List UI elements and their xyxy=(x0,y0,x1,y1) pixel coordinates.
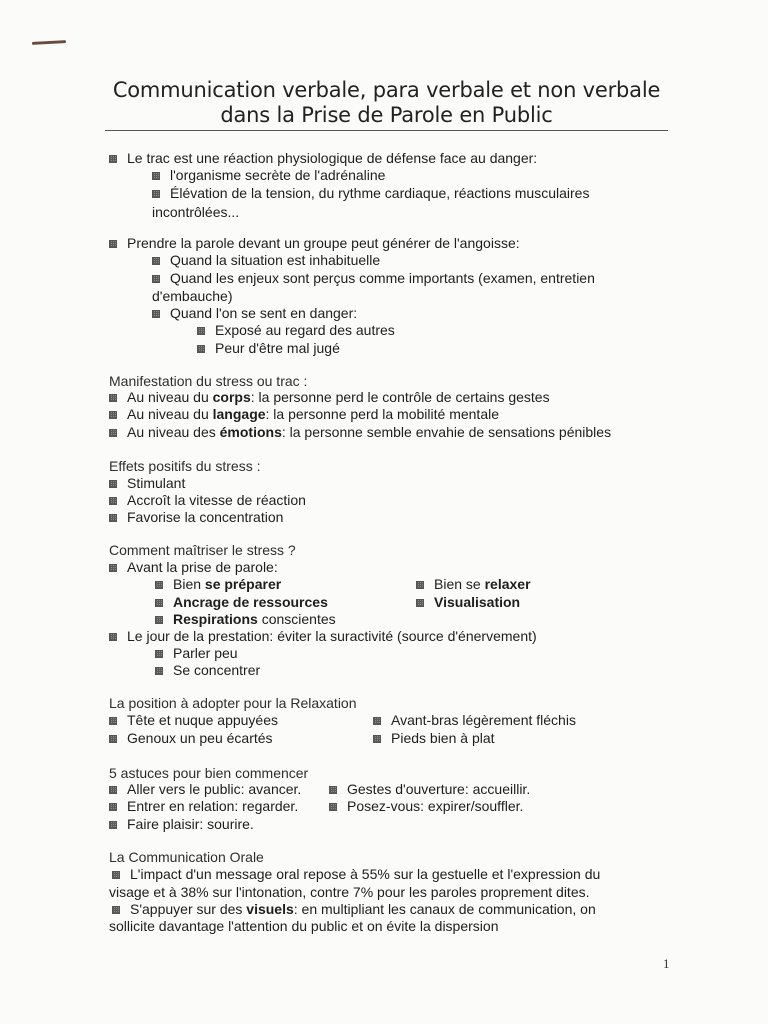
bullet-icon xyxy=(109,786,117,794)
astuce-item: Faire plaisir: sourire. xyxy=(109,816,254,833)
bullet-icon xyxy=(152,275,160,283)
avant-right-item: Visualisation xyxy=(416,594,520,611)
avant-left-item: Bien se préparer xyxy=(155,576,281,593)
angoisse-sub-item: Exposé au regard des autres xyxy=(197,322,395,339)
relaxation-item: Tête et nuque appuyées xyxy=(109,712,278,729)
bullet-icon xyxy=(152,190,160,198)
avant-right-item: Bien se relaxer xyxy=(416,576,531,593)
bullet-icon xyxy=(155,616,163,624)
communication-paragraph-2: S'appuyer sur des visuels: en multipliant les canaux de communication, on xyxy=(112,901,596,918)
angoisse-item: Quand les enjeux sont perçus comme importants (examen, entretien xyxy=(152,270,595,287)
communication-paragraph-1: L'impact d'un message oral repose à 55% sur la gestuelle et l'expression du xyxy=(112,866,600,883)
bullet-icon xyxy=(155,650,163,658)
bullet-icon xyxy=(416,581,424,589)
bullet-icon xyxy=(152,257,160,265)
jour-item: Se concentrer xyxy=(155,662,260,679)
manifestation-item: Au niveau du langage: la personne perd la mobilité mentale xyxy=(109,406,499,423)
bullet-icon xyxy=(197,345,205,353)
avant-prise-parole: Avant la prise de parole: xyxy=(109,559,278,576)
effets-heading: Effets positifs du stress : xyxy=(109,458,261,474)
bullet-icon xyxy=(416,599,424,607)
effets-item: Stimulant xyxy=(109,475,185,492)
astuce-item: Posez-vous: expirer/souffler. xyxy=(329,798,523,815)
communication-paragraph-2-continued: sollicite davantage l'attention du public et on évite la dispersion xyxy=(109,918,499,934)
maitriser-heading: Comment maîtriser le stress ? xyxy=(109,542,296,558)
bullet-icon xyxy=(197,327,205,335)
bullet-icon xyxy=(109,497,117,505)
bullet-icon xyxy=(109,155,117,163)
bullet-icon xyxy=(373,717,381,725)
bullet-icon xyxy=(112,871,120,879)
relaxation-item: Pieds bien à plat xyxy=(373,730,495,747)
communication-paragraph-1-continued: visage et à 38% sur l'intonation, contre 7% pour les paroles proprement dites. xyxy=(109,884,590,900)
angoisse-item: Quand l'on se sent en danger: xyxy=(152,305,357,322)
astuces-heading: 5 astuces pour bien commencer xyxy=(109,765,309,781)
angoisse-item-continued: d'embauche) xyxy=(152,288,233,304)
trac-item: Élévation de la tension, du rythme cardiaque, réactions musculaires xyxy=(152,185,589,202)
bullet-icon xyxy=(109,394,117,402)
bullet-icon xyxy=(109,564,117,572)
scan-mark xyxy=(32,40,66,45)
bullet-icon xyxy=(109,480,117,488)
bullet-icon xyxy=(373,735,381,743)
title-underline xyxy=(105,130,668,131)
bullet-icon xyxy=(109,717,117,725)
jour-item: Parler peu xyxy=(155,645,238,662)
bullet-icon xyxy=(112,906,120,914)
bullet-icon xyxy=(109,411,117,419)
astuce-item: Aller vers le public: avancer. xyxy=(109,781,301,798)
jour-prestation: Le jour de la prestation: éviter la suractivité (source d'énervement) xyxy=(109,628,537,645)
bullet-icon xyxy=(109,240,117,248)
astuce-item: Gestes d'ouverture: accueillir. xyxy=(329,781,530,798)
angoisse-item: Quand la situation est inhabituelle xyxy=(152,252,380,269)
trac-item: l'organisme secrète de l'adrénaline xyxy=(152,167,385,184)
title-line-2: dans la Prise de Parole en Public xyxy=(220,103,553,127)
page-title xyxy=(105,78,668,128)
astuce-item: Entrer en relation: regarder. xyxy=(109,798,298,815)
angoisse-intro: Prendre la parole devant un groupe peut générer de l'angoisse: xyxy=(109,235,520,252)
effets-item: Accroît la vitesse de réaction xyxy=(109,492,306,509)
trac-item-continued: incontrôlées... xyxy=(152,204,240,220)
bullet-icon xyxy=(109,803,117,811)
bullet-icon xyxy=(155,667,163,675)
bullet-icon xyxy=(109,821,117,829)
manifestation-item: Au niveau du corps: la personne perd le contrôle de certains gestes xyxy=(109,389,550,406)
avant-left-item: Ancrage de ressources xyxy=(155,594,328,611)
manifestation-item: Au niveau des émotions: la personne semble envahie de sensations pénibles xyxy=(109,424,611,441)
relaxation-item: Avant-bras légèrement fléchis xyxy=(373,712,576,729)
bullet-icon xyxy=(152,172,160,180)
bullet-icon xyxy=(109,514,117,522)
communication-heading: La Communication Orale xyxy=(109,849,264,865)
trac-intro: Le trac est une réaction physiologique de défense face au danger: xyxy=(109,150,537,167)
relaxation-heading: La position à adopter pour la Relaxation xyxy=(109,695,357,711)
manifestation-heading: Manifestation du stress ou trac : xyxy=(109,373,308,389)
bullet-icon xyxy=(329,786,337,794)
bullet-icon xyxy=(155,599,163,607)
page-number: 1 xyxy=(663,956,670,971)
bullet-icon xyxy=(155,581,163,589)
avant-left-item: Respirations conscientes xyxy=(155,611,336,628)
bullet-icon xyxy=(109,429,117,437)
bullet-icon xyxy=(152,310,160,318)
relaxation-item: Genoux un peu écartés xyxy=(109,730,273,747)
bullet-icon xyxy=(109,633,117,641)
bullet-icon xyxy=(109,735,117,743)
title-line-1: Communication verbale, para verbale et non verbale xyxy=(112,78,661,102)
bullet-icon xyxy=(329,803,337,811)
effets-item: Favorise la concentration xyxy=(109,509,283,526)
angoisse-sub-item: Peur d'être mal jugé xyxy=(197,340,340,357)
